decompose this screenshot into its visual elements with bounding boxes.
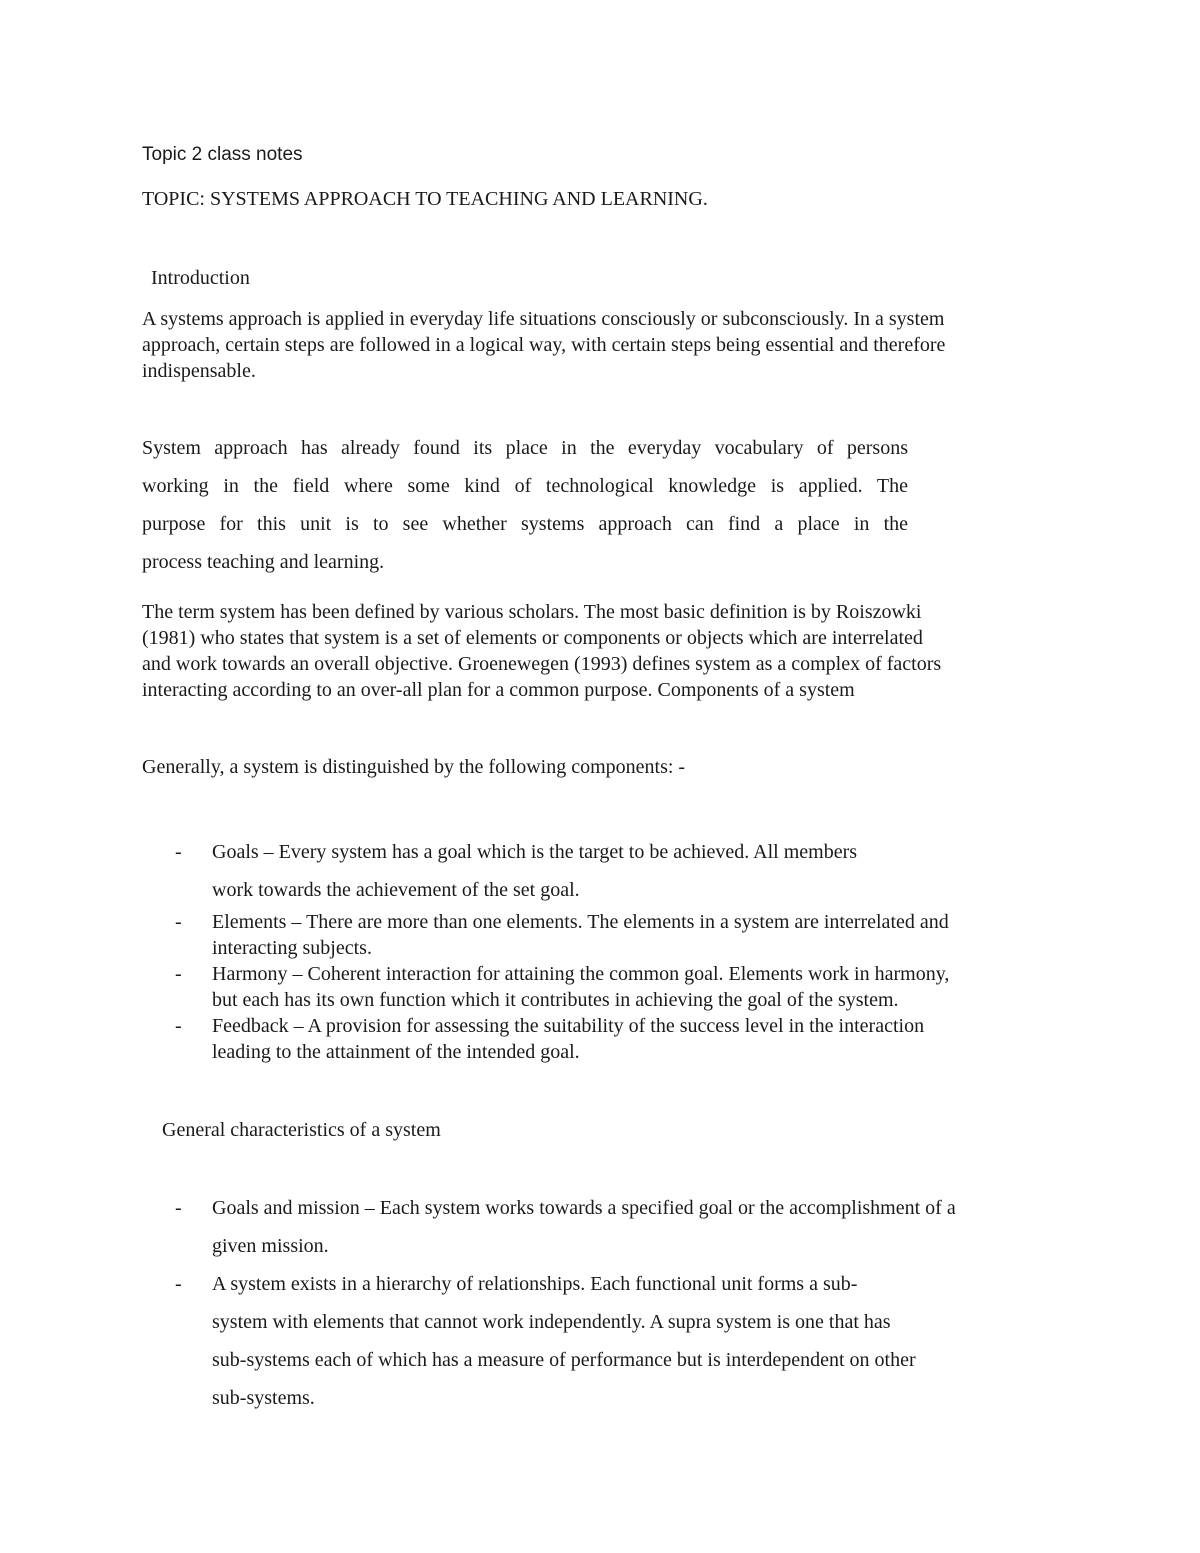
list-dash: - [175,841,182,863]
paragraph-line: interacting according to an over-all plan for a common purpose. Components of a system [142,679,855,701]
list-item [0,1013,949,1065]
list-item-line: interacting subjects. [212,937,372,959]
list-item-line: sub-systems. [212,1387,315,1409]
paragraph-line: purpose for this unit is to see whether systems approach can find a place in the [142,513,908,535]
list-item [0,833,949,909]
list-dash: - [175,911,182,933]
components-list [0,833,949,1065]
paragraph-line: System approach has already found its place in the everyday vocabulary of persons [142,437,908,459]
paragraph-line: (1981) who states that system is a set of elements or components or objects which are interrelated [142,627,923,649]
components-intro: Generally, a system is distinguished by the following components: - [142,756,686,778]
list-item [0,1189,956,1265]
paragraph-line: and work towards an overall objective. Groenewegen (1993) defines system as a complex of factors [142,653,942,675]
list-item-line: given mission. [212,1235,329,1257]
list-item-line: sub-systems each of which has a measure of performance but is interdependent on other [212,1349,916,1371]
paragraph-line: working in the field where some kind of technological knowledge is applied. The [142,475,908,497]
list-item-line: leading to the attainment of the intended goal. [212,1041,580,1063]
list-dash: - [175,963,182,985]
paragraph-line: approach, certain steps are followed in a logical way, with certain steps being essential and therefore [142,334,946,356]
list-item-line: Harmony – Coherent interaction for attaining the common goal. Elements work in harmony, [212,963,950,985]
paragraph-line: process teaching and learning. [142,551,385,573]
topic-title: TOPIC: SYSTEMS APPROACH TO TEACHING AND LEARNING. [142,188,708,210]
characteristics-list [0,1189,956,1417]
list-item [0,1265,956,1417]
list-item-line: system with elements that cannot work independently. A supra system is one that has [212,1311,891,1333]
list-item-line: Elements – There are more than one elements. The elements in a system are interrelated and [212,911,949,933]
list-item-line: but each has its own function which it contributes in achieving the goal of the system. [212,989,899,1011]
intro-paragraph [142,306,945,384]
characteristics-heading: General characteristics of a system [162,1119,441,1141]
list-item-line: A system exists in a hierarchy of relationships. Each functional unit forms a sub- [212,1273,858,1295]
list-item-line: Goals – Every system has a goal which is the target to be achieved. All members [212,841,858,863]
list-item-line: Goals and mission – Each system works towards a specified goal or the accomplishment of a [212,1197,956,1219]
paragraph-line: A systems approach is applied in everyday life situations consciously or subconsciously. In a system [142,308,945,330]
list-dash: - [175,1273,182,1295]
intro-heading: Introduction [151,267,250,289]
header-note: Topic 2 class notes [142,144,303,165]
list-item [0,909,949,961]
list-dash: - [175,1015,182,1037]
system-paragraph [142,429,908,581]
list-dash: - [175,1197,182,1219]
list-item-line: work towards the achievement of the set goal. [212,879,580,901]
list-item-line: Feedback – A provision for assessing the suitability of the success level in the interaction [212,1015,925,1037]
definition-paragraph [142,599,941,703]
list-item [0,961,949,1013]
paragraph-line: The term system has been defined by various scholars. The most basic definition is by Roiszowki [142,601,922,623]
paragraph-line: indispensable. [142,360,256,382]
